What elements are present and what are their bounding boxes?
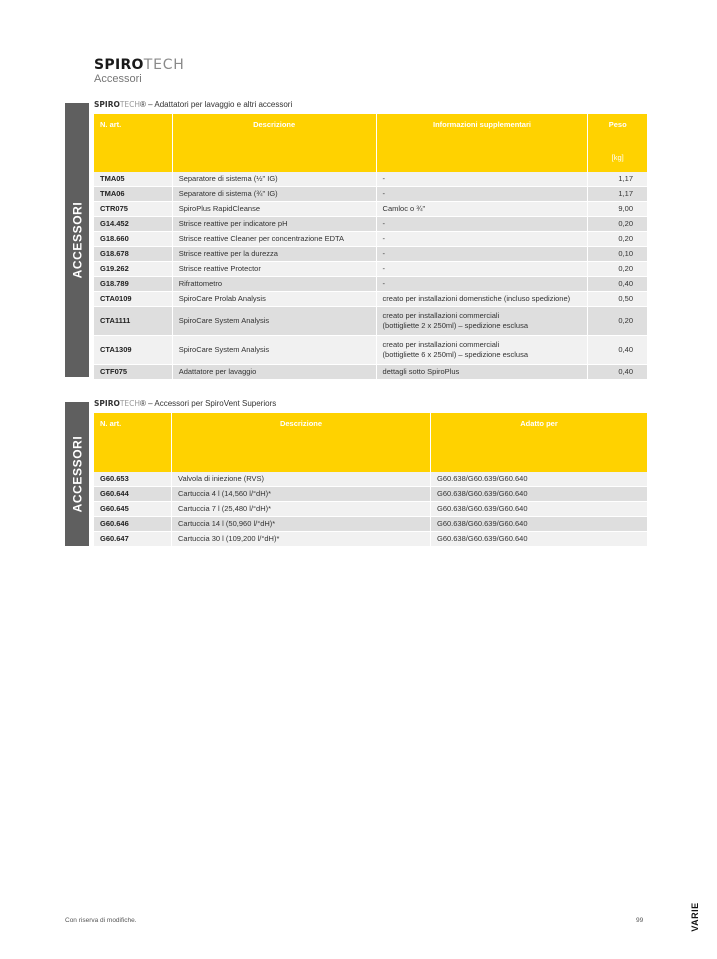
info-text: Camloc o ¾" (382, 204, 426, 213)
art-number (94, 292, 172, 307)
weight (588, 277, 647, 292)
brand-logo (94, 58, 185, 72)
table-row (94, 472, 647, 487)
weight-text: 0,10 (618, 249, 633, 258)
description (172, 172, 376, 187)
side-tab-varie: VARIE (690, 902, 700, 932)
description (172, 277, 376, 292)
art-number-text: G60.646 (100, 519, 129, 528)
description-text: Separatore di sistema (¾" IG) (178, 189, 278, 198)
weight-text: 0,20 (618, 219, 633, 228)
description (172, 232, 376, 247)
weight (588, 262, 647, 277)
caption-brand-bold: SPIRO (94, 100, 120, 109)
art-number (94, 172, 172, 187)
info-text: - (382, 264, 386, 273)
art-number (94, 202, 172, 217)
weight-unit: [kg] (611, 153, 624, 162)
side-label: ACCESSORI (70, 435, 84, 513)
description (172, 365, 376, 380)
info-text: dettagli sotto SpiroPlus (382, 367, 460, 376)
weight-text: 0,20 (618, 264, 633, 273)
col-header-fit: Adatto per (431, 413, 648, 472)
section-caption (94, 399, 276, 408)
info-line2: (bottigliette 6 x 250ml) – spedizione esclusa (382, 350, 529, 359)
art-number-text: CTA1111 (100, 316, 131, 325)
info-line2: (bottigliette 2 x 250ml) – spedizione esclusa (382, 321, 529, 330)
col-header-weight (588, 114, 647, 172)
weight (588, 365, 647, 380)
art-number-text: CTA1309 (100, 345, 132, 354)
art-number-text: G18.660 (100, 234, 129, 243)
table-row (94, 307, 647, 336)
table-row (94, 172, 647, 187)
weight-text: 0,50 (618, 294, 633, 303)
description-text: Strisce reattive per indicatore pH (178, 219, 288, 228)
art-number-text: G18.789 (100, 279, 129, 288)
caption-brand-light: TECH (119, 399, 141, 408)
weight-text: 9,00 (618, 204, 633, 213)
info-text: - (382, 279, 386, 288)
description (172, 502, 431, 517)
description-text: Valvola di iniezione (RVS) (178, 474, 265, 483)
art-number (94, 502, 172, 517)
table-row (94, 336, 647, 365)
info-text: creato per installazioni commerciali (382, 311, 500, 320)
art-number (94, 472, 172, 487)
art-number (94, 365, 172, 380)
suitable-for (431, 532, 648, 547)
description (172, 517, 431, 532)
weight-text: 1,17 (618, 189, 633, 198)
description (172, 262, 376, 277)
description-text: SpiroPlus RapidCleanse (178, 204, 260, 213)
art-number (94, 217, 172, 232)
side-label-bar (65, 402, 89, 546)
description-text: SpiroCare System Analysis (178, 316, 270, 325)
table-row (94, 532, 647, 547)
description (172, 292, 376, 307)
weight-text: 1,17 (618, 174, 633, 183)
weight (588, 336, 647, 365)
art-number-text: CTR075 (100, 204, 128, 213)
table-row (94, 502, 647, 517)
info (376, 232, 588, 247)
description (172, 336, 376, 365)
description (172, 532, 431, 547)
weight-text: 0,40 (618, 345, 633, 354)
col-header-desc: Descrizione (172, 413, 431, 472)
weight-text: 0,40 (618, 279, 633, 288)
info (376, 277, 588, 292)
description-text: Cartuccia 14 l (50,960 l/°dH)* (178, 519, 276, 528)
col-header-desc: Descrizione (172, 114, 376, 172)
table-row (94, 365, 647, 380)
info (376, 307, 588, 336)
description (172, 202, 376, 217)
description (172, 307, 376, 336)
info-text: creato per installazioni commerciali (382, 340, 500, 349)
info-text: - (382, 174, 386, 183)
description-text: Cartuccia 30 l (109,200 l/°dH)* (178, 534, 280, 543)
art-number-text: TMA05 (100, 174, 125, 183)
art-number (94, 307, 172, 336)
info (376, 187, 588, 202)
description-text: SpiroCare System Analysis (178, 345, 270, 354)
suitable-for (431, 502, 648, 517)
description (172, 187, 376, 202)
footer-note: Con riserva di modifiche. (65, 917, 137, 924)
weight-text: 0,40 (618, 367, 633, 376)
info (376, 336, 588, 365)
description (172, 217, 376, 232)
info-text: - (382, 189, 386, 198)
info-text: - (382, 249, 386, 258)
logo-light: TECH (143, 57, 185, 73)
art-number (94, 262, 172, 277)
info (376, 292, 588, 307)
col-header-art: N. art. (94, 114, 172, 172)
table-row (94, 187, 647, 202)
side-label: ACCESSORI (70, 201, 84, 279)
description-text: SpiroCare Prolab Analysis (178, 294, 266, 303)
weight (588, 202, 647, 217)
info-text: creato per installazioni domenstiche (incluso spedizione) (382, 294, 571, 303)
description (172, 487, 431, 502)
caption-text: ® – Accessori per SpiroVent Superiors (140, 399, 277, 408)
suitable-for (431, 517, 648, 532)
table-row (94, 262, 647, 277)
info (376, 247, 588, 262)
page-number: 99 (636, 917, 644, 924)
info (376, 202, 588, 217)
description-text: Strisce reattive Cleaner per concentrazione EDTA (178, 234, 345, 243)
description-text: Rifrattometro (178, 279, 223, 288)
art-number-text: TMA06 (100, 189, 125, 198)
art-number (94, 336, 172, 365)
caption-brand-light: TECH (119, 100, 141, 109)
art-number (94, 517, 172, 532)
info (376, 365, 588, 380)
section-caption (94, 100, 292, 109)
art-number-text: G19.262 (100, 264, 129, 273)
info (376, 262, 588, 277)
info (376, 172, 588, 187)
table-row (94, 517, 647, 532)
art-number-text: G14.452 (100, 219, 129, 228)
caption-brand-bold: SPIRO (94, 399, 120, 408)
description (172, 247, 376, 262)
art-number-text: G60.644 (100, 489, 129, 498)
table-row (94, 217, 647, 232)
weight (588, 307, 647, 336)
table-row (94, 487, 647, 502)
art-number-text: G60.647 (100, 534, 129, 543)
weight (588, 232, 647, 247)
description-text: Cartuccia 7 l (25,480 l/°dH)* (178, 504, 272, 513)
art-number (94, 277, 172, 292)
table-row (94, 202, 647, 217)
art-number-text: G60.645 (100, 504, 129, 513)
art-number (94, 487, 172, 502)
table-row (94, 277, 647, 292)
suitable-for (431, 472, 648, 487)
art-number-text: G60.653 (100, 474, 129, 483)
table-row (94, 247, 647, 262)
table-header-row (94, 114, 647, 172)
weight-label: Peso (608, 120, 627, 129)
col-header-info: Informazioni supplementari (376, 114, 588, 172)
caption-text: ® – Adattatori per lavaggio e altri accessori (140, 100, 293, 109)
weight (588, 247, 647, 262)
description-text: Adattatore per lavaggio (178, 367, 257, 376)
art-number (94, 187, 172, 202)
description-text: Strisce reattive per la durezza (178, 249, 278, 258)
description-text: Separatore di sistema (½" IG) (178, 174, 278, 183)
weight (588, 172, 647, 187)
adapters-table (94, 114, 647, 380)
art-number-text: CTF075 (100, 367, 128, 376)
art-number (94, 232, 172, 247)
suitable-for-text: G60.638/G60.639/G60.640 (437, 534, 528, 543)
table-row (94, 292, 647, 307)
page-subtitle: Accessori (94, 73, 142, 85)
weight (588, 187, 647, 202)
art-number (94, 247, 172, 262)
art-number (94, 532, 172, 547)
weight-text: 0,20 (618, 316, 633, 325)
info (376, 217, 588, 232)
suitable-for-text: G60.638/G60.639/G60.640 (437, 519, 528, 528)
table-row (94, 232, 647, 247)
weight (588, 292, 647, 307)
side-label-bar (65, 103, 89, 377)
description (172, 472, 431, 487)
weight-text: 0,20 (618, 234, 633, 243)
info-text: - (382, 219, 386, 228)
suitable-for-text: G60.638/G60.639/G60.640 (437, 504, 528, 513)
description-text: Strisce reattive Protector (178, 264, 261, 273)
info-text: - (382, 234, 386, 243)
art-number-text: CTA0109 (100, 294, 132, 303)
table-header-row (94, 413, 647, 472)
art-number-text: G18.678 (100, 249, 129, 258)
logo-bold: SPIRO (94, 57, 144, 73)
suitable-for (431, 487, 648, 502)
col-header-art: N. art. (94, 413, 172, 472)
suitable-for-text: G60.638/G60.639/G60.640 (437, 489, 528, 498)
description-text: Cartuccia 4 l (14,560 l/°dH)* (178, 489, 272, 498)
weight (588, 217, 647, 232)
superiors-table (94, 413, 647, 547)
suitable-for-text: G60.638/G60.639/G60.640 (437, 474, 528, 483)
